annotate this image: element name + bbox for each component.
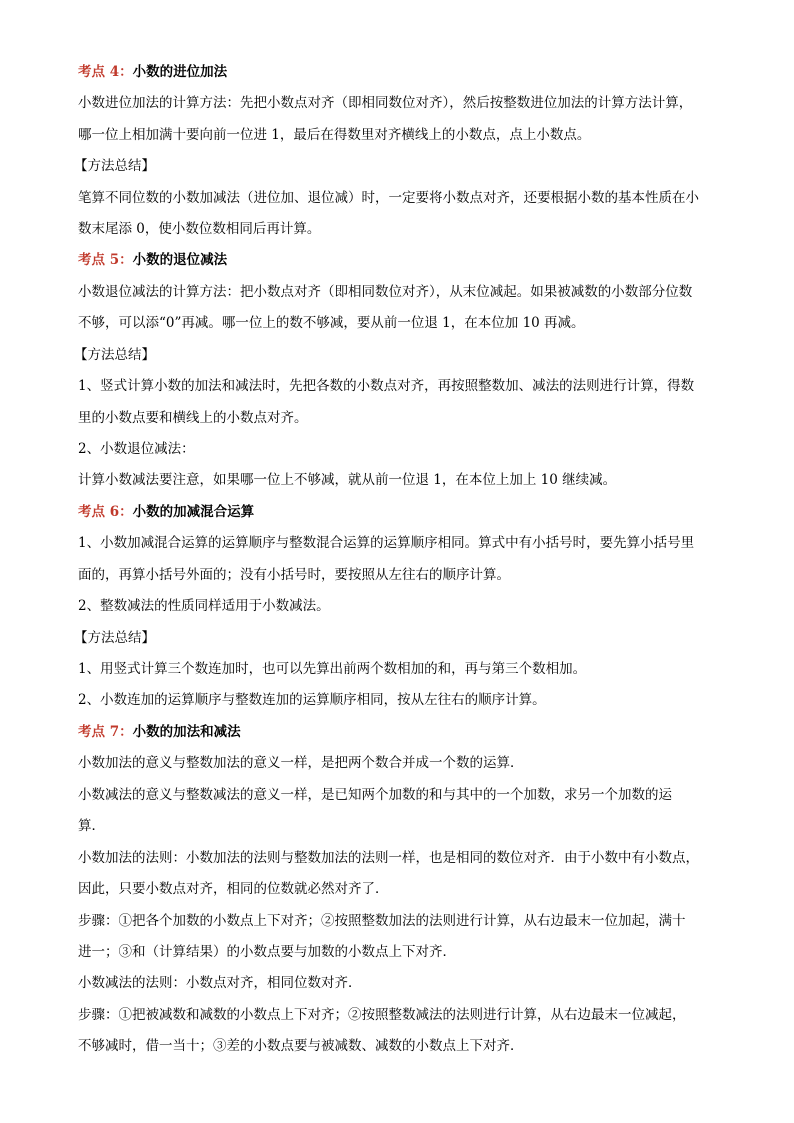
- body-line: 哪一位上相加满十要向前一位进 1，最后在得数里对齐横线上的小数点，点上小数点。: [78, 127, 591, 143]
- body-line: 数末尾添 0，使小数位数相同后再计算。: [78, 221, 321, 237]
- section-heading: [78, 62, 227, 82]
- method-summary-label: 【方法总结】: [74, 158, 155, 174]
- body-line: 不够减时，借一当十；③差的小数点要与被减数、减数的小数点上下对齐．: [78, 1038, 524, 1054]
- body-line: 面的，再算小括号外面的；没有小括号时，要按照从左往右的顺序计算。: [78, 567, 510, 583]
- section-heading: [78, 502, 254, 522]
- section-key: 考点 7：: [78, 724, 133, 740]
- body-line: 算．: [78, 818, 105, 834]
- method-summary-label: 【方法总结】: [74, 630, 155, 646]
- body-line: 笔算不同位数的小数加减法（进位加、退位减）时，一定要将小数点对齐，还要根据小数的基本性质在小: [78, 190, 699, 206]
- section-heading: [78, 250, 227, 270]
- body-line: 小数减法的意义与整数减法的意义一样，是已知两个加数的和与其中的一个加数，求另一个加数的运: [78, 787, 672, 803]
- body-line: 小数减法的法则：小数点对齐，相同位数对齐．: [78, 975, 362, 991]
- section-title: 小数的进位加法: [132, 64, 228, 80]
- body-line: 里的小数点要和横线上的小数点对齐。: [78, 410, 308, 426]
- body-line: 小数加法的意义与整数加法的意义一样，是把两个数合并成一个数的运算．: [78, 755, 524, 771]
- section-title: 小数的退位减法: [132, 252, 228, 268]
- body-line: 小数进位加法的计算方法：先把小数点对齐（即相同数位对齐），然后按整数进位加法的计算方法计算，: [78, 95, 693, 111]
- section-title: 小数的加减混合运算: [132, 504, 255, 520]
- section-key: 考点 4：: [78, 64, 133, 80]
- body-line: 2、整数减法的性质同样适用于小数减法。: [78, 598, 330, 614]
- body-line: 计算小数减法要注意，如果哪一位上不够减，就从前一位退 1，在本位上加上 10 继续减。: [78, 472, 617, 488]
- body-line: 1、用竖式计算三个数连加时，也可以先算出前两个数相加的和，再与第三个数相加。: [78, 661, 587, 677]
- method-summary-label: 【方法总结】: [74, 347, 155, 363]
- body-line: 步骤：①把被减数和减数的小数点上下对齐；②按照整数减法的法则进行计算，从右边最末一位减起，: [78, 1007, 686, 1023]
- body-line: 小数退位减法的计算方法：把小数点对齐（即相同数位对齐），从末位减起。如果被减数的小数部分位数: [78, 284, 693, 300]
- section-key: 考点 6：: [78, 504, 133, 520]
- body-line: 1、竖式计算小数的加法和减法时，先把各数的小数点对齐，再按照整数加、减法的法则进行计算，得数: [78, 378, 695, 394]
- section-heading: [78, 722, 241, 742]
- body-line: 不够，可以添“0”再减。哪一位上的数不够减，要从前一位退 1，在本位加 10 再减。: [78, 315, 585, 331]
- body-line: 2、小数退位减法：: [78, 441, 195, 457]
- body-line: 小数加法的法则：小数加法的法则与整数加法的法则一样，也是相同的数位对齐．由于小数中有小数点，: [78, 850, 699, 866]
- body-line: 进一；③和（计算结果）的小数点要与加数的小数点上下对齐．: [78, 944, 456, 960]
- body-line: 1、小数加减混合运算的运算顺序与整数混合运算的运算顺序相同。算式中有小括号时，要先算小括号里: [78, 535, 695, 551]
- body-line: 2、小数连加的运算顺序与整数连加的运算顺序相同，按从左往右的顺序计算。: [78, 692, 546, 708]
- body-line: 步骤：①把各个加数的小数点上下对齐；②按照整数加法的法则进行计算，从右边最末一位加起，满十: [78, 913, 686, 929]
- section-title: 小数的加法和减法: [132, 724, 241, 740]
- section-key: 考点 5：: [78, 252, 133, 268]
- body-line: 因此，只要小数点对齐，相同的位数就必然对齐了．: [78, 881, 389, 897]
